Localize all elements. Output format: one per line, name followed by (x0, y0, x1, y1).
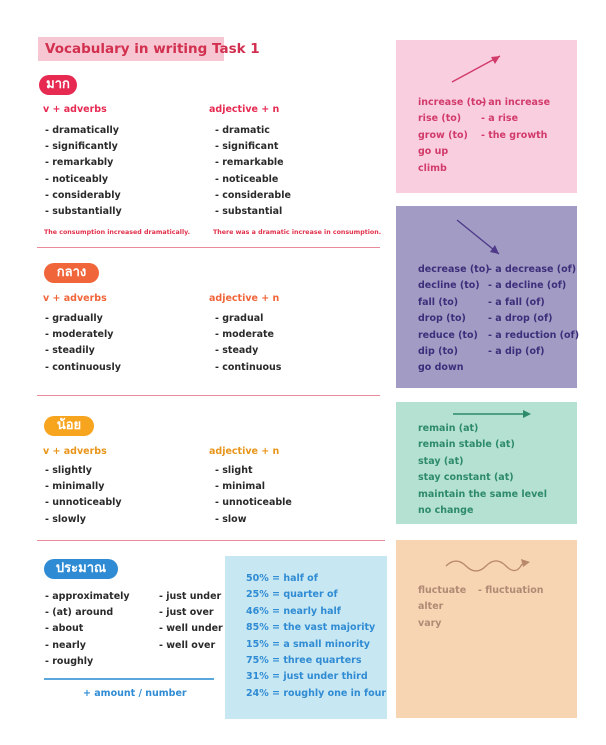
stable-verbs (418, 421, 547, 519)
list-item: - slow (215, 513, 247, 525)
divider (37, 247, 380, 248)
list-item: - substantial (215, 205, 283, 217)
adjective-list-much (215, 123, 291, 220)
list-item: increase (to) (418, 97, 487, 108)
col-head-adjective-noun: adjective + n (209, 104, 280, 115)
list-item: remain (at) (418, 423, 479, 434)
list-item: - significant (215, 141, 279, 153)
list-item: - roughly (45, 655, 94, 667)
list-item: climb (418, 162, 447, 174)
list-item: - just over (159, 607, 214, 619)
list-item: - slowly (45, 513, 86, 525)
list-item: - (at) around (45, 607, 114, 619)
list-item: fall (to) (418, 296, 459, 308)
col-head-verb-adverbs: v + adverbs (43, 293, 107, 304)
list-item: - approximately (45, 591, 130, 602)
list-item: maintain the same level (418, 488, 547, 500)
list-item: - steadily (45, 345, 95, 357)
decrease-nouns (488, 262, 579, 360)
col-head-adjective-noun: adjective + n (209, 446, 280, 457)
list-item: - moderate (215, 329, 274, 341)
list-item: 31% = just under third (246, 671, 368, 683)
list-item: 24% = roughly one in four (246, 687, 387, 699)
amount-number-note: + amount / number (83, 688, 187, 699)
fluctuate-nouns (478, 583, 544, 599)
list-item: grow (to) (418, 129, 468, 141)
col-head-verb-adverbs: v + adverbs (43, 446, 107, 457)
list-item: - a decline (of) (488, 280, 567, 292)
list-item: - a drop (of) (488, 313, 553, 325)
list-item: - fluctuation (478, 585, 544, 596)
list-item: - gradual (215, 313, 264, 324)
list-item: decrease (to) (418, 264, 490, 275)
list-item: - well over (159, 639, 216, 651)
list-item: dip (to) (418, 346, 458, 358)
col-head-verb-adverbs: v + adverbs (43, 104, 107, 115)
list-item: - nearly (45, 639, 87, 651)
increase-box (396, 40, 577, 193)
fluctuate-verbs (418, 583, 466, 632)
list-item: drop (to) (418, 313, 466, 325)
list-item: - continuously (45, 361, 121, 373)
list-item: no change (418, 505, 474, 517)
list-item: - continuous (215, 361, 282, 373)
adjective-list-medium (215, 311, 281, 376)
list-item: reduce (to) (418, 329, 478, 341)
list-item: - minimal (215, 481, 265, 493)
divider (37, 540, 385, 541)
list-item: - significantly (45, 141, 118, 153)
list-item: - a dip (of) (488, 346, 545, 358)
list-item: - an increase (481, 97, 551, 108)
approximate-list-1 (45, 589, 130, 670)
col-head-adjective-noun: adjective + n (209, 293, 280, 304)
section-label-approximate: ประมาณ (44, 559, 118, 579)
list-item: 85% = the vast majority (246, 622, 376, 634)
divider (37, 395, 380, 396)
list-item: - considerably (45, 189, 121, 201)
list-item: - gradually (45, 313, 103, 324)
list-item: 75% = three quarters (246, 655, 362, 667)
list-item: - considerable (215, 189, 291, 201)
list-item: - dramatic (215, 125, 270, 136)
flat-arrow-icon (451, 407, 541, 421)
list-item: remain stable (at) (418, 439, 515, 451)
list-item: 25% = quarter of (246, 589, 338, 601)
fractions-list (246, 571, 386, 702)
increase-verbs (418, 95, 486, 177)
list-item: 46% = nearly half (246, 605, 341, 617)
adverb-list-medium (45, 311, 121, 376)
adjective-list-little (215, 463, 292, 528)
list-item: - slight (215, 465, 253, 476)
down-arrow-icon (453, 216, 513, 266)
fluctuate-box (396, 540, 577, 718)
list-item: - remarkably (45, 157, 114, 169)
stable-box (396, 402, 577, 524)
list-item: - dramatically (45, 125, 120, 136)
list-item: - moderately (45, 329, 114, 341)
list-item: - noticeably (45, 173, 109, 185)
list-item: vary (418, 617, 442, 629)
list-item: - a rise (481, 113, 519, 125)
page-title: Vocabulary in writing Task 1 (38, 37, 224, 61)
list-item: - just under (159, 591, 222, 602)
list-item: go up (418, 146, 449, 158)
list-item: stay (at) (418, 455, 464, 467)
list-item: - a fall (of) (488, 296, 545, 308)
fractions-box (225, 556, 387, 719)
list-item: - well under (159, 623, 223, 635)
list-item: decline (to) (418, 280, 480, 292)
list-item: stay constant (at) (418, 472, 514, 484)
section-label-little: น้อย (44, 416, 94, 436)
list-item: 50% = half of (246, 573, 318, 584)
list-item: - minimally (45, 481, 105, 493)
list-item: - steady (215, 345, 259, 357)
list-item: alter (418, 601, 444, 613)
decrease-verbs (418, 262, 490, 377)
adverb-list-little (45, 463, 122, 528)
divider (44, 678, 214, 680)
list-item: - noticeable (215, 173, 279, 185)
approximate-list-2 (159, 589, 223, 654)
list-item: - about (45, 623, 84, 635)
example-sentence-noun: There was a dramatic increase in consumption. (213, 229, 382, 236)
up-arrow-icon (448, 52, 508, 92)
list-item: - substantially (45, 205, 122, 217)
decrease-box (396, 206, 580, 388)
example-sentence-verb: The consumption increased dramatically. (44, 229, 191, 236)
list-item: rise (to) (418, 113, 462, 125)
list-item: - slightly (45, 465, 92, 476)
list-item: - unnoticeably (45, 497, 122, 509)
list-item: 15% = a small minority (246, 638, 370, 650)
section-label-medium: กลาง (44, 263, 99, 283)
section-label-much: มาก (39, 75, 77, 95)
list-item: - remarkable (215, 157, 284, 169)
list-item: go down (418, 362, 464, 374)
adverb-list-much (45, 123, 122, 220)
wave-arrow-icon (444, 552, 544, 578)
list-item: - a decrease (of) (488, 264, 577, 275)
list-item: - the growth (481, 129, 548, 141)
list-item: - a reduction (of) (488, 329, 580, 341)
list-item: - unnoticeable (215, 497, 292, 509)
list-item: fluctuate (418, 585, 467, 596)
increase-nouns (481, 95, 550, 144)
